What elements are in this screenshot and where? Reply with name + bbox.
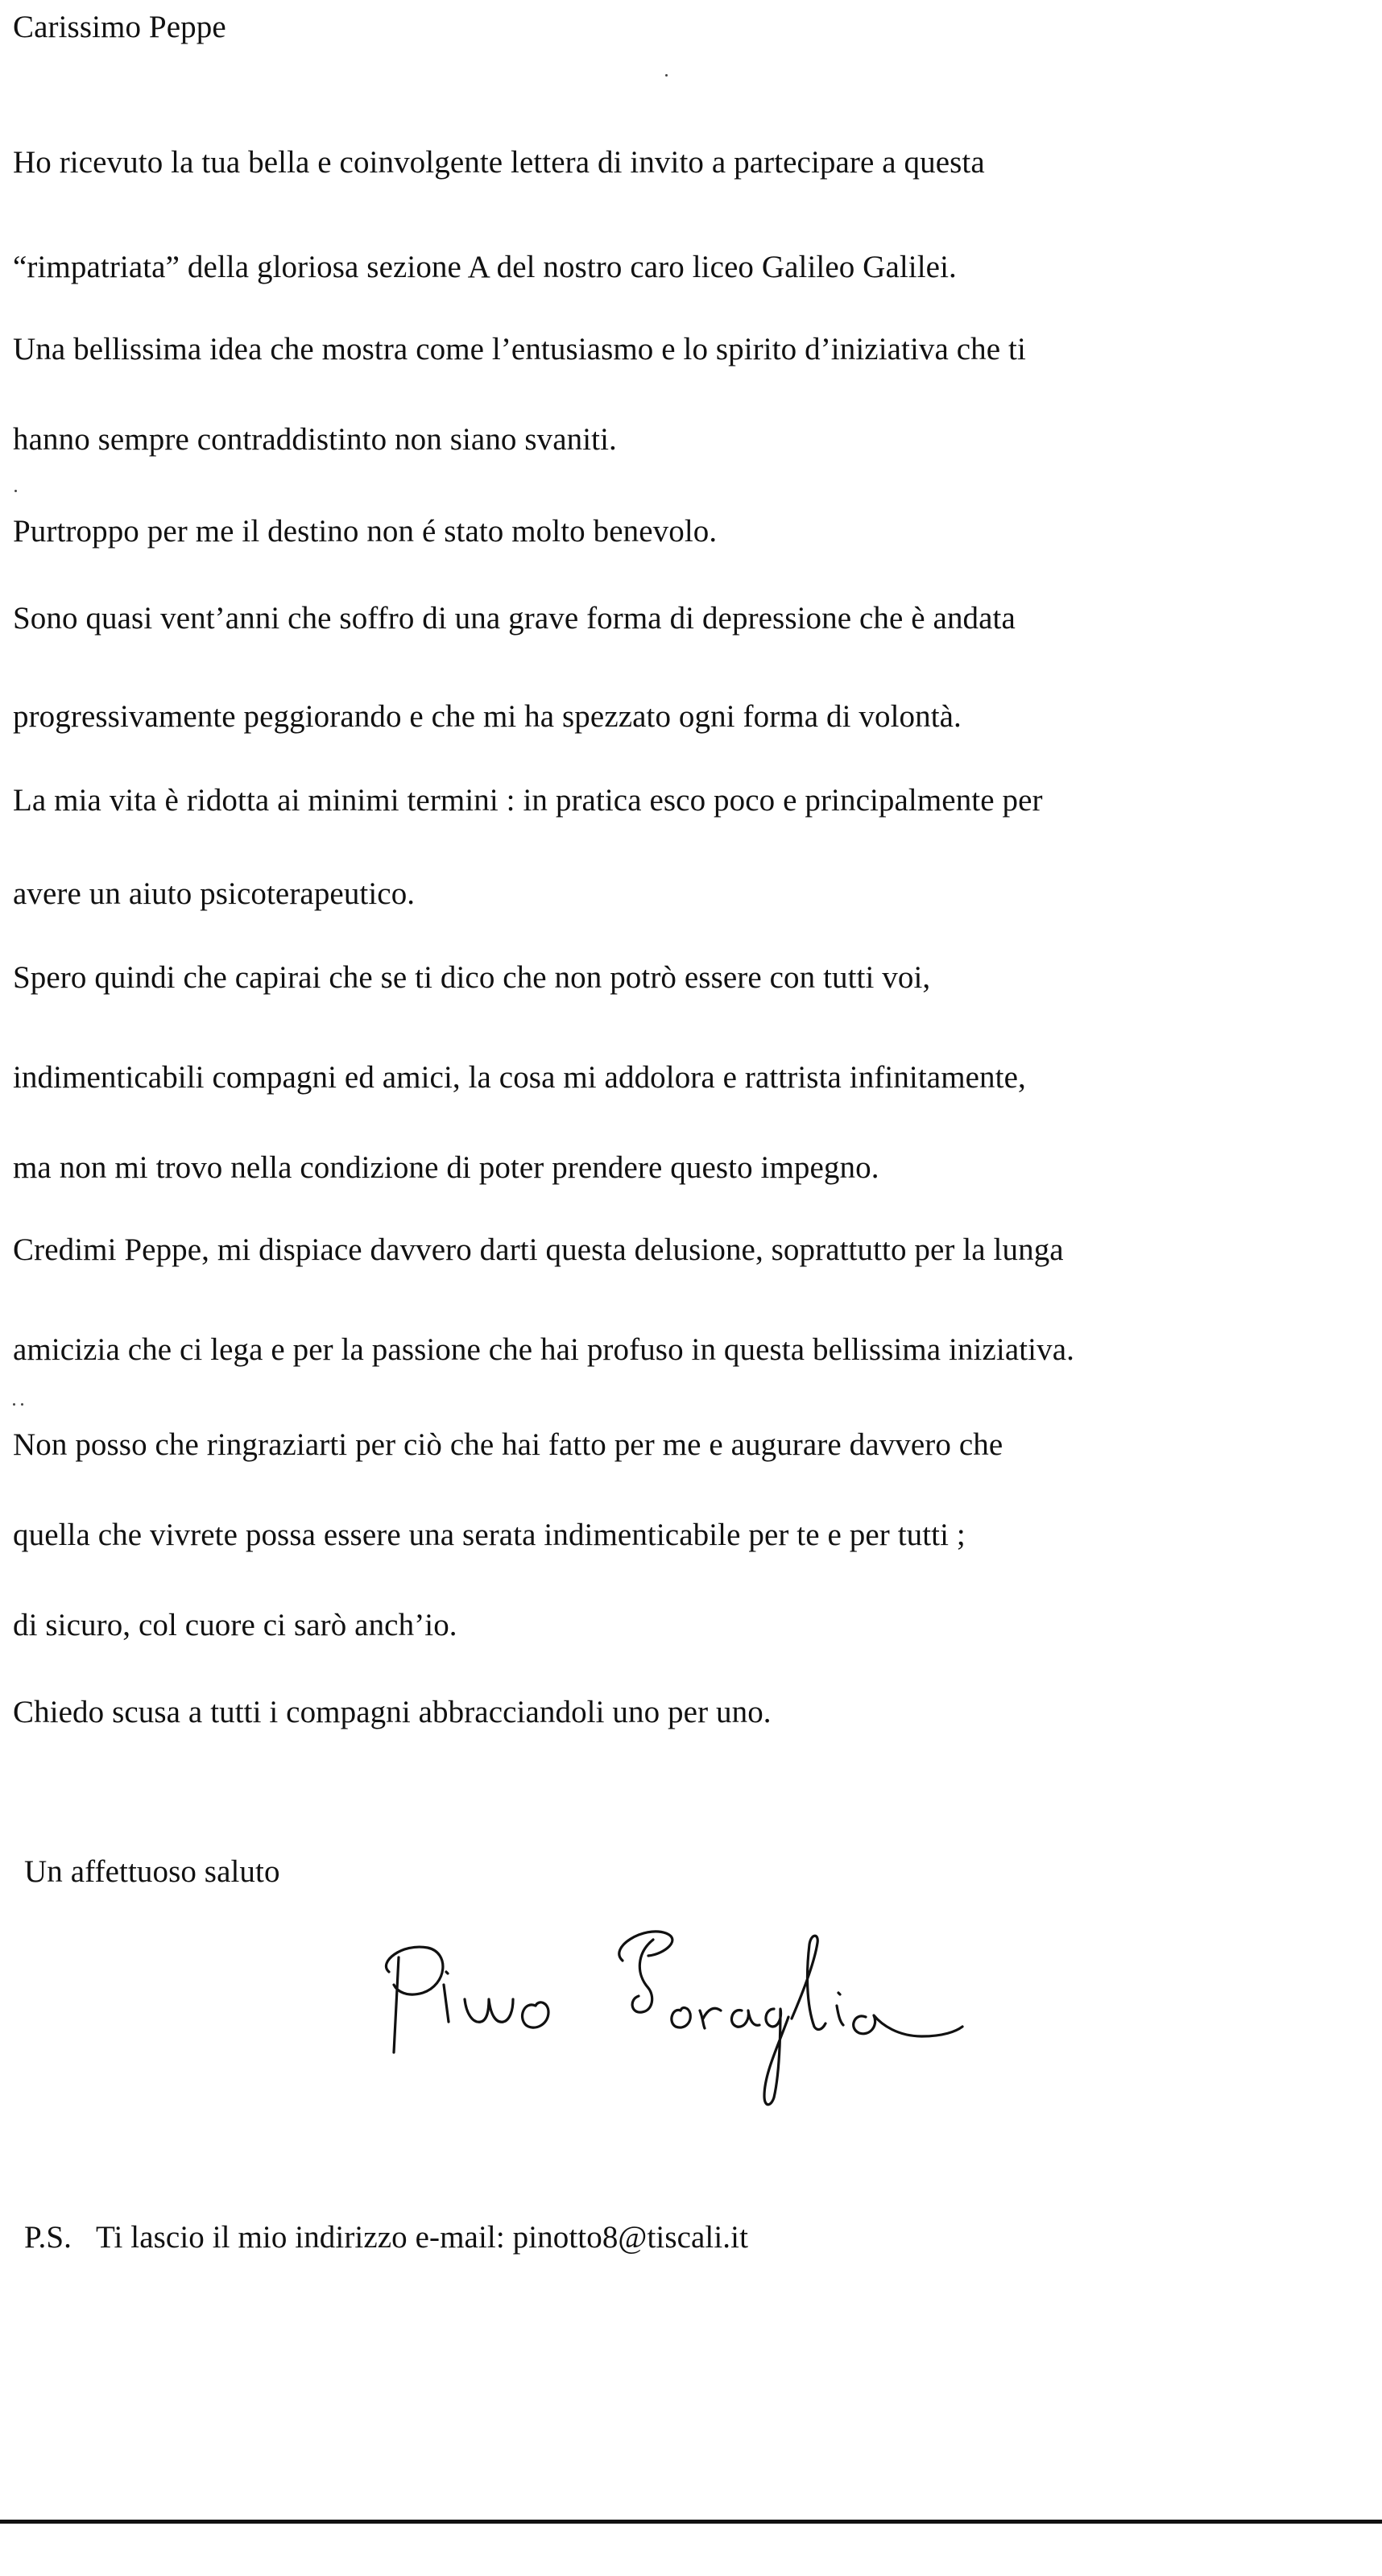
ps-label: P.S. xyxy=(24,2220,72,2255)
body-line: Credimi Peppe, mi dispiace davvero darti questa delusione, soprattutto per la lunga xyxy=(13,1232,1064,1267)
salutation: Carissimo Peppe xyxy=(13,10,226,44)
scan-speck xyxy=(14,490,17,492)
body-line: Una bellissima idea che mostra come l’entusiasmo e lo spirito d’iniziativa che ti xyxy=(13,332,1026,367)
scan-speck xyxy=(665,74,668,77)
body-line: indimenticabili compagni ed amici, la cosa mi addolora e rattrista infinitamente, xyxy=(13,1060,1026,1095)
body-line: Sono quasi vent’anni che soffro di una grave forma di depressione che è andata xyxy=(13,601,1016,636)
bottom-rule xyxy=(0,2520,1382,2524)
body-line: avere un aiuto psicoterapeutico. xyxy=(13,876,416,911)
body-line: Chiedo scusa a tutti i compagni abbracciandoli uno per uno. xyxy=(13,1695,772,1729)
body-line: di sicuro, col cuore ci sarò anch’io. xyxy=(13,1608,457,1642)
ps-text: Ti lascio il mio indirizzo e-mail: pinotto8@tiscali.it xyxy=(95,2220,749,2255)
body-line: “rimpatriata” della gloriosa sezione A del nostro caro liceo Galileo Galilei. xyxy=(13,250,957,284)
scan-speck xyxy=(13,1403,15,1406)
body-line: ma non mi trovo nella condizione di poter prendere questo impegno. xyxy=(13,1150,879,1185)
handwritten-signature xyxy=(366,1915,979,2109)
closing-greeting: Un affettuoso saluto xyxy=(24,1854,280,1889)
body-line: Non posso che ringraziarti per ciò che hai fatto per me e augurare davvero che xyxy=(13,1427,1003,1462)
body-line: Ho ricevuto la tua bella e coinvolgente lettera di invito a partecipare a questa xyxy=(13,145,985,180)
scan-speck xyxy=(21,1403,23,1406)
body-line: progressivamente peggiorando e che mi ha spezzato ogni forma di volontà. xyxy=(13,699,962,734)
postscript xyxy=(24,2218,748,2257)
body-line: quella che vivrete possa essere una serata indimenticabile per te e per tutti ; xyxy=(13,1518,966,1552)
body-line: hanno sempre contraddistinto non siano svaniti. xyxy=(13,422,617,457)
body-line: amicizia che ci lega e per la passione che hai profuso in questa bellissima iniziativa. xyxy=(13,1332,1074,1367)
body-line: Spero quindi che capirai che se ti dico che non potrò essere con tutti voi, xyxy=(13,960,931,995)
body-line: La mia vita è ridotta ai minimi termini : in pratica esco poco e principalmente per xyxy=(13,783,1043,818)
body-line: Purtroppo per me il destino non é stato molto benevolo. xyxy=(13,514,718,549)
